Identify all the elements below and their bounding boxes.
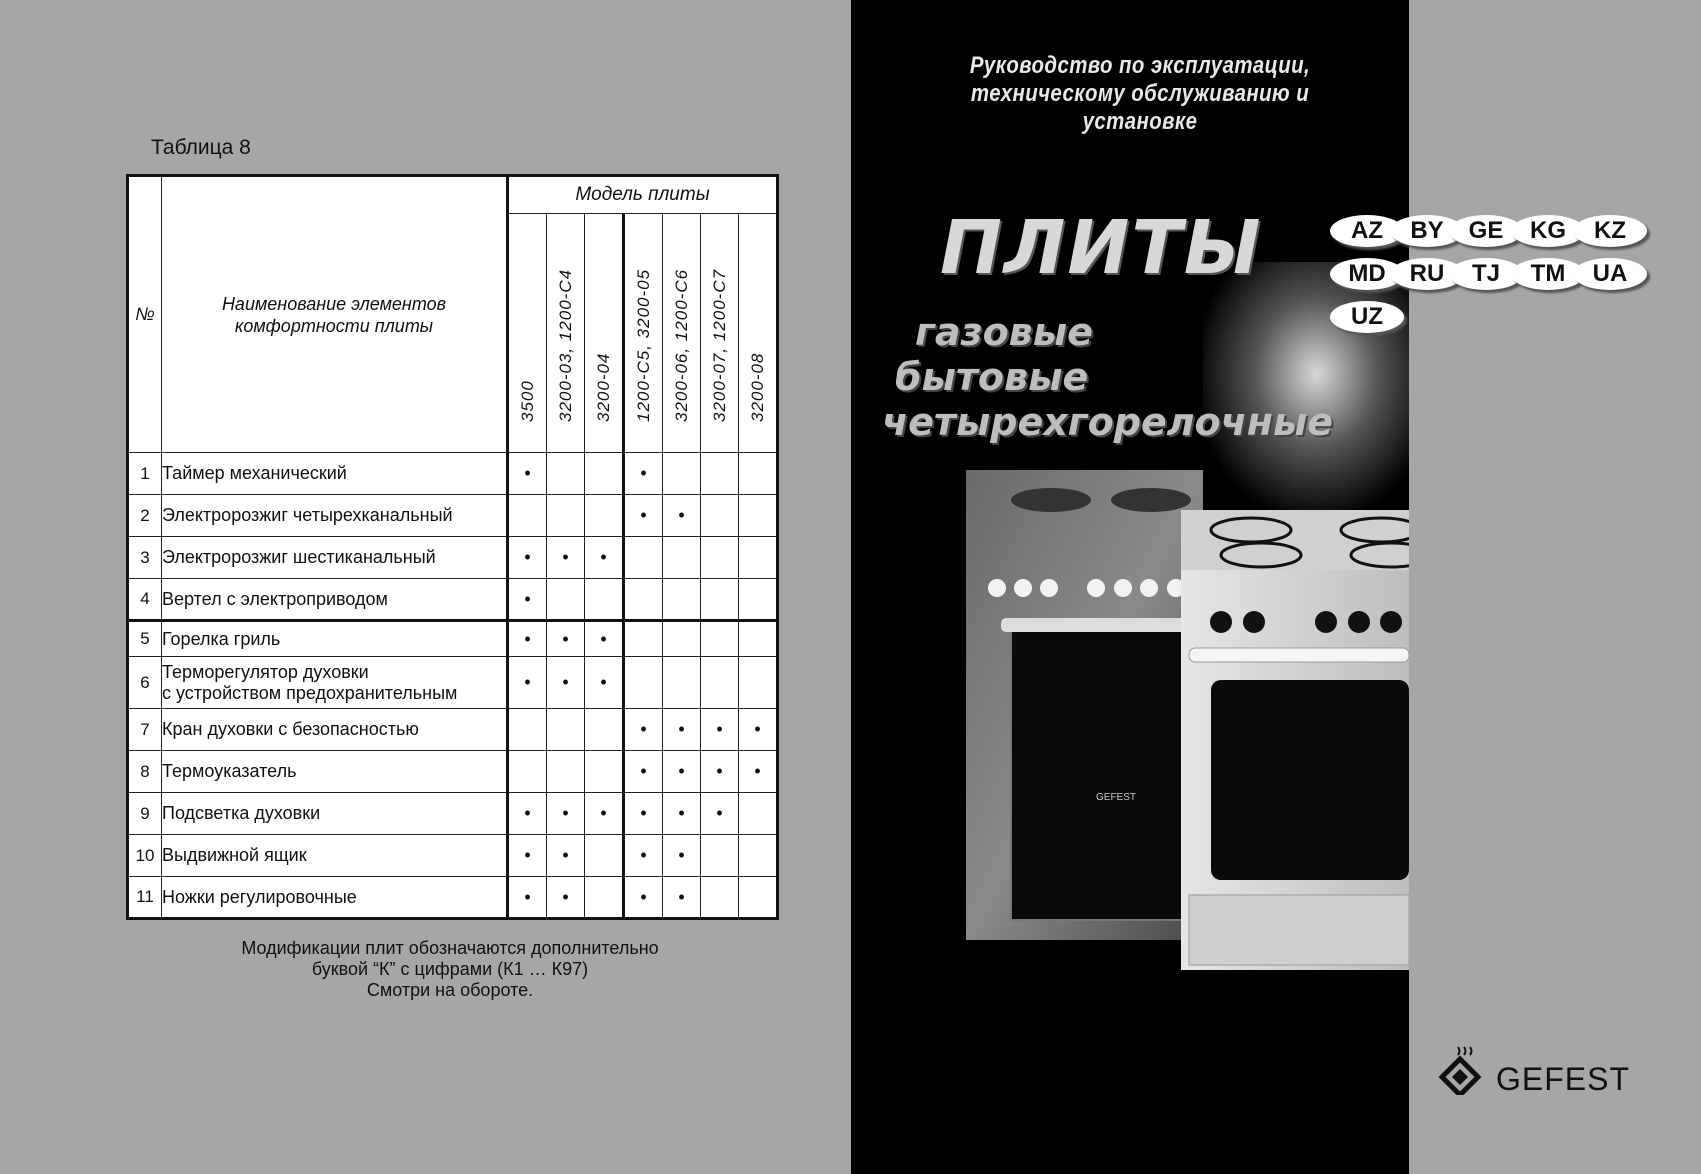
row-mark-cell	[739, 877, 778, 919]
row-mark-cell: •	[508, 657, 547, 709]
row-number: 9	[128, 793, 162, 835]
table-row	[128, 877, 778, 919]
row-mark-cell	[624, 657, 663, 709]
row-mark-cell	[547, 453, 585, 495]
country-badge: GE	[1449, 215, 1523, 247]
country-badge: AZ	[1330, 215, 1404, 247]
row-mark-cell: •	[508, 537, 547, 579]
row-mark-cell	[585, 709, 624, 751]
row-mark-cell: •	[547, 835, 585, 877]
column-header-number: №	[128, 176, 162, 453]
model-name: 1200-С5, 3200-05	[633, 268, 653, 422]
row-mark-cell: •	[739, 751, 778, 793]
model-column-header	[663, 214, 701, 453]
row-mark-cell	[547, 751, 585, 793]
row-mark-cell	[508, 751, 547, 793]
manual-title-line-1: Руководство по эксплуатации,	[969, 52, 1311, 79]
row-number: 3	[128, 537, 162, 579]
row-mark-cell: •	[663, 709, 701, 751]
row-mark-cell	[701, 657, 739, 709]
row-number: 7	[128, 709, 162, 751]
row-mark-cell	[739, 835, 778, 877]
row-mark-cell	[624, 579, 663, 621]
row-mark-cell	[739, 621, 778, 657]
model-name: 3200-04	[593, 352, 613, 422]
country-badge: UZ	[1330, 301, 1404, 333]
row-feature-name: Термоуказатель	[162, 751, 508, 793]
row-mark-cell: •	[508, 835, 547, 877]
row-mark-cell	[508, 709, 547, 751]
row-mark-cell	[701, 537, 739, 579]
table-row	[128, 453, 778, 495]
row-mark-cell	[739, 537, 778, 579]
row-mark-cell	[547, 495, 585, 537]
table-caption: Таблица 8	[151, 136, 251, 159]
column-header-name-text: Наименование элементов комфортности плиты	[221, 293, 447, 336]
row-mark-cell	[547, 709, 585, 751]
row-mark-cell: •	[624, 877, 663, 919]
row-mark-cell: •	[508, 621, 547, 657]
table-row	[128, 495, 778, 537]
brand-name: GEFEST	[1496, 1061, 1631, 1097]
row-mark-cell	[624, 621, 663, 657]
cover-title: ПЛИТЫ	[940, 205, 1263, 291]
country-badge: BY	[1390, 215, 1464, 247]
row-mark-cell: •	[547, 657, 585, 709]
row-mark-cell	[585, 495, 624, 537]
row-mark-cell	[663, 621, 701, 657]
row-mark-cell: •	[508, 453, 547, 495]
row-mark-cell: •	[585, 537, 624, 579]
manual-title	[936, 52, 1344, 136]
row-mark-cell: •	[663, 835, 701, 877]
row-feature-name: Электророзжиг шестиканальный	[162, 537, 508, 579]
row-mark-cell	[739, 657, 778, 709]
column-header-name	[162, 176, 508, 453]
country-badge: KG	[1511, 215, 1585, 247]
row-mark-cell: •	[624, 495, 663, 537]
row-mark-cell: •	[663, 751, 701, 793]
country-badge: RU	[1390, 258, 1464, 290]
row-mark-cell: •	[701, 751, 739, 793]
row-mark-cell: •	[701, 709, 739, 751]
row-mark-cell	[585, 453, 624, 495]
row-mark-cell	[663, 657, 701, 709]
model-column-header	[508, 214, 547, 453]
row-mark-cell: •	[663, 793, 701, 835]
row-feature-name: Подсветка духовки	[162, 793, 508, 835]
stove-brand-small: GEFEST	[1096, 792, 1137, 803]
row-mark-cell	[547, 579, 585, 621]
model-column-header	[547, 214, 585, 453]
row-mark-cell: •	[624, 709, 663, 751]
row-mark-cell: •	[547, 793, 585, 835]
row-mark-cell: •	[585, 621, 624, 657]
row-mark-cell	[508, 495, 547, 537]
row-mark-cell: •	[547, 537, 585, 579]
footnote	[150, 938, 750, 1001]
cover-grey-strip	[1409, 0, 1701, 1174]
country-badge: TJ	[1449, 258, 1523, 290]
row-mark-cell	[701, 495, 739, 537]
row-feature-name: Таймер механический	[162, 453, 508, 495]
model-name: 3200-07, 1200-С7	[709, 268, 729, 422]
subtitle-household: бытовые	[895, 355, 1089, 399]
row-mark-cell	[701, 621, 739, 657]
row-mark-cell: •	[508, 877, 547, 919]
row-mark-cell	[585, 877, 624, 919]
table-row	[128, 835, 778, 877]
row-feature-name: Вертел с электроприводом	[162, 579, 508, 621]
row-number: 4	[128, 579, 162, 621]
table-row	[128, 621, 778, 657]
table-row	[128, 657, 778, 709]
country-badge: UA	[1573, 258, 1647, 290]
row-mark-cell: •	[739, 709, 778, 751]
model-column-header	[739, 214, 778, 453]
row-mark-cell: •	[547, 877, 585, 919]
subtitle-four-burner: четырехгорелочные	[882, 400, 1334, 444]
row-mark-cell	[663, 537, 701, 579]
table-row	[128, 751, 778, 793]
row-mark-cell: •	[585, 793, 624, 835]
row-mark-cell	[739, 793, 778, 835]
row-mark-cell: •	[585, 657, 624, 709]
cover-dark-panel	[851, 0, 1409, 1174]
row-mark-cell	[739, 579, 778, 621]
country-badge: MD	[1330, 258, 1404, 290]
footnote-line-3: Смотри на обороте.	[366, 980, 534, 1000]
row-mark-cell	[663, 453, 701, 495]
row-number: 11	[128, 877, 162, 919]
row-feature-name: Выдвижной ящик	[162, 835, 508, 877]
row-number: 10	[128, 835, 162, 877]
row-mark-cell	[701, 453, 739, 495]
row-mark-cell: •	[663, 877, 701, 919]
row-number: 1	[128, 453, 162, 495]
gefest-logo-icon	[1438, 1043, 1490, 1095]
row-mark-cell: •	[663, 495, 701, 537]
row-mark-cell	[663, 579, 701, 621]
country-badge: KZ	[1573, 215, 1647, 247]
row-feature-name: Терморегулятор духовки с устройством предохранительным	[162, 657, 508, 709]
row-number: 5	[128, 621, 162, 657]
model-column-header	[701, 214, 739, 453]
row-mark-cell	[739, 495, 778, 537]
row-feature-name: Горелка гриль	[162, 621, 508, 657]
row-mark-cell: •	[701, 793, 739, 835]
row-mark-cell	[585, 751, 624, 793]
row-mark-cell: •	[508, 579, 547, 621]
row-mark-cell	[624, 537, 663, 579]
table-row	[128, 793, 778, 835]
footnote-line-2: буквой “К” с цифрами (К1 … К97)	[311, 959, 589, 979]
row-feature-name: Электророзжиг четырехканальный	[162, 495, 508, 537]
table-row	[128, 537, 778, 579]
row-mark-cell	[585, 579, 624, 621]
model-name: 3200-03, 1200-С4	[555, 268, 575, 422]
model-name: 3200-06, 1200-С6	[671, 268, 691, 422]
row-feature-name: Кран духовки с безопасностью	[162, 709, 508, 751]
row-number: 8	[128, 751, 162, 793]
country-badge: TM	[1511, 258, 1585, 290]
subtitle-gas: газовые	[915, 310, 1093, 354]
row-mark-cell: •	[508, 793, 547, 835]
brand-logo	[1438, 1043, 1631, 1097]
row-feature-name: Ножки регулировочные	[162, 877, 508, 919]
model-name: 3500	[517, 380, 537, 422]
row-number: 6	[128, 657, 162, 709]
model-column-header	[585, 214, 624, 453]
row-mark-cell: •	[624, 453, 663, 495]
row-mark-cell	[701, 877, 739, 919]
footnote-line-1: Модификации плит обозначаются дополнительно	[241, 938, 659, 958]
row-mark-cell	[701, 835, 739, 877]
model-name: 3200-08	[747, 352, 767, 422]
manual-title-line-2: техническому обслуживанию и установке	[970, 80, 1310, 135]
row-mark-cell: •	[624, 835, 663, 877]
row-mark-cell: •	[624, 793, 663, 835]
row-mark-cell	[739, 453, 778, 495]
row-mark-cell: •	[547, 621, 585, 657]
features-table	[126, 174, 779, 920]
row-number: 2	[128, 495, 162, 537]
stoves-image	[851, 0, 1409, 1174]
row-mark-cell: •	[624, 751, 663, 793]
table-row	[128, 579, 778, 621]
column-header-model: Модель плиты	[508, 176, 778, 214]
model-column-header	[624, 214, 663, 453]
row-mark-cell	[585, 835, 624, 877]
table-row	[128, 709, 778, 751]
row-mark-cell	[701, 579, 739, 621]
